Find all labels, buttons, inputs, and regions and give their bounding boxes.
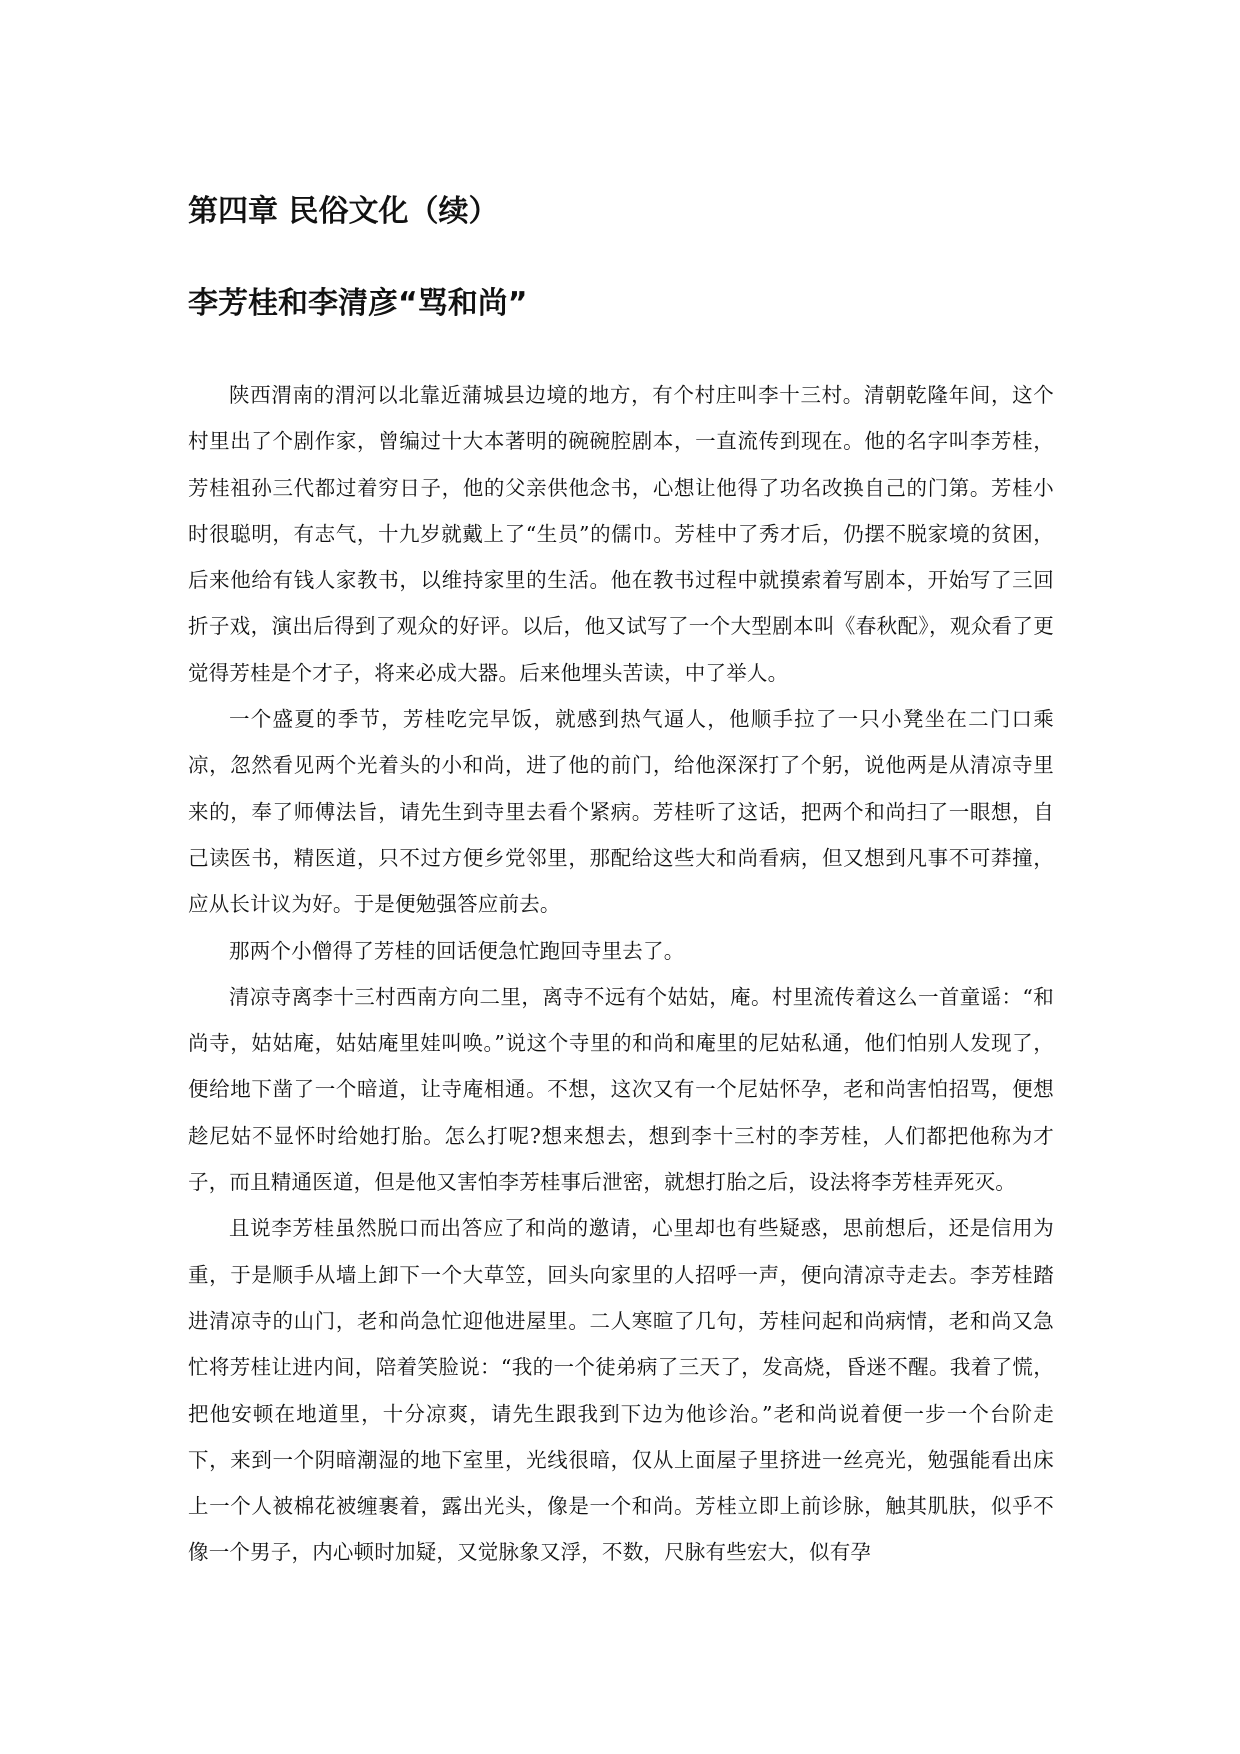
body-text	[188, 372, 1054, 1576]
paragraph: 且说李芳桂虽然脱口而出答应了和尚的邀请，心里却也有些疑惑，思前想后，还是信用为重，于是顺手从墙上卸下一个大草笠，回头向家里的人招呼一声，便向清凉寺走去。李芳桂踏进清凉寺的山门，老和尚急忙迎他进屋里。二人寒暄了几句，芳桂问起和尚病情，老和尚又急忙将芳桂让进内间，陪着笑脸说：“我的一个徒弟病了三天了，发高烧，昏迷不醒。我着了慌，把他安顿在地道里，十分凉爽，请先生跟我到下边为他诊治。”老和尚说着便一步一个台阶走下，来到一个阴暗潮湿的地下室里，光线很暗，仅从上面屋子里挤进一丝亮光，勉强能看出床上一个人被棉花被缠裹着，露出光头，像是一个和尚。芳桂立即上前诊脉，触其肌肤，似乎不像一个男子，内心顿时加疑，又觉脉象又浮，不数，尺脉有些宏大，似有孕	[188, 1216, 1054, 1565]
document-page	[188, 0, 1054, 1754]
paragraph: 清凉寺离李十三村西南方向二里，离寺不远有个姑姑，庵。村里流传着这么一首童谣：“和尚寺，姑姑庵，姑姑庵里娃叫唤。”说这个寺里的和尚和庵里的尼姑私通，他们怕别人发现了，便给地下凿了一个暗道，让寺庵相通。不想，这次又有一个尼姑怀孕，老和尚害怕招骂，便想趁尼姑不显怀时给她打胎。怎么打呢?想来想去，想到李十三村的李芳桂，人们都把他称为才子，而且精通医道，但是他又害怕李芳桂事后泄密，就想打胎之后，设法将李芳桂弄死灭。	[188, 984, 1054, 1195]
paragraph: 那两个小僧得了芳桂的回话便急忙跑回寺里去了。	[229, 938, 685, 963]
paragraph: 陕西渭南的渭河以北靠近蒲城县边境的地方，有个村庄叫李十三村。清朝乾隆年间，这个村里出了个剧作家，曾编过十大本著明的碗碗腔剧本，一直流传到现在。他的名字叫李芳桂，芳桂祖孙三代都过着穷日子，他的父亲供他念书，心想让他得了功名改换自己的门第。芳桂小时很聪明，有志气，十九岁就戴上了“生员”的儒巾。芳桂中了秀才后，仍摆不脱家境的贫困，后来他给有钱人家教书，以维持家里的生活。他在教书过程中就摸索着写剧本，开始写了三回折子戏，演出后得到了观众的好评。以后，他又试写了一个大型剧本叫《春秋配》，观众看了更觉得芳桂是个才子，将来必成大器。后来他埋头苦读，中了举人。	[188, 383, 1054, 685]
section-title: 李芳桂和李清彦“骂和尚”	[188, 286, 528, 321]
paragraph: 一个盛夏的季节，芳桂吃完早饭，就感到热气逼人，他顺手拉了一只小凳坐在二门口乘凉，忽然看见两个光着头的小和尚，进了他的前门，给他深深打了个躬，说他两是从清凉寺里来的，奉了师傅法旨，请先生到寺里去看个紧病。芳桂听了这话，把两个和尚扫了一眼想，自己读医书，精医道，只不过方便乡党邻里，那配给这些大和尚看病，但又想到凡事不可莽撞，应从长计议为好。于是便勉强答应前去。	[188, 707, 1054, 917]
chapter-title: 第四章 民俗文化（续）	[188, 194, 499, 229]
